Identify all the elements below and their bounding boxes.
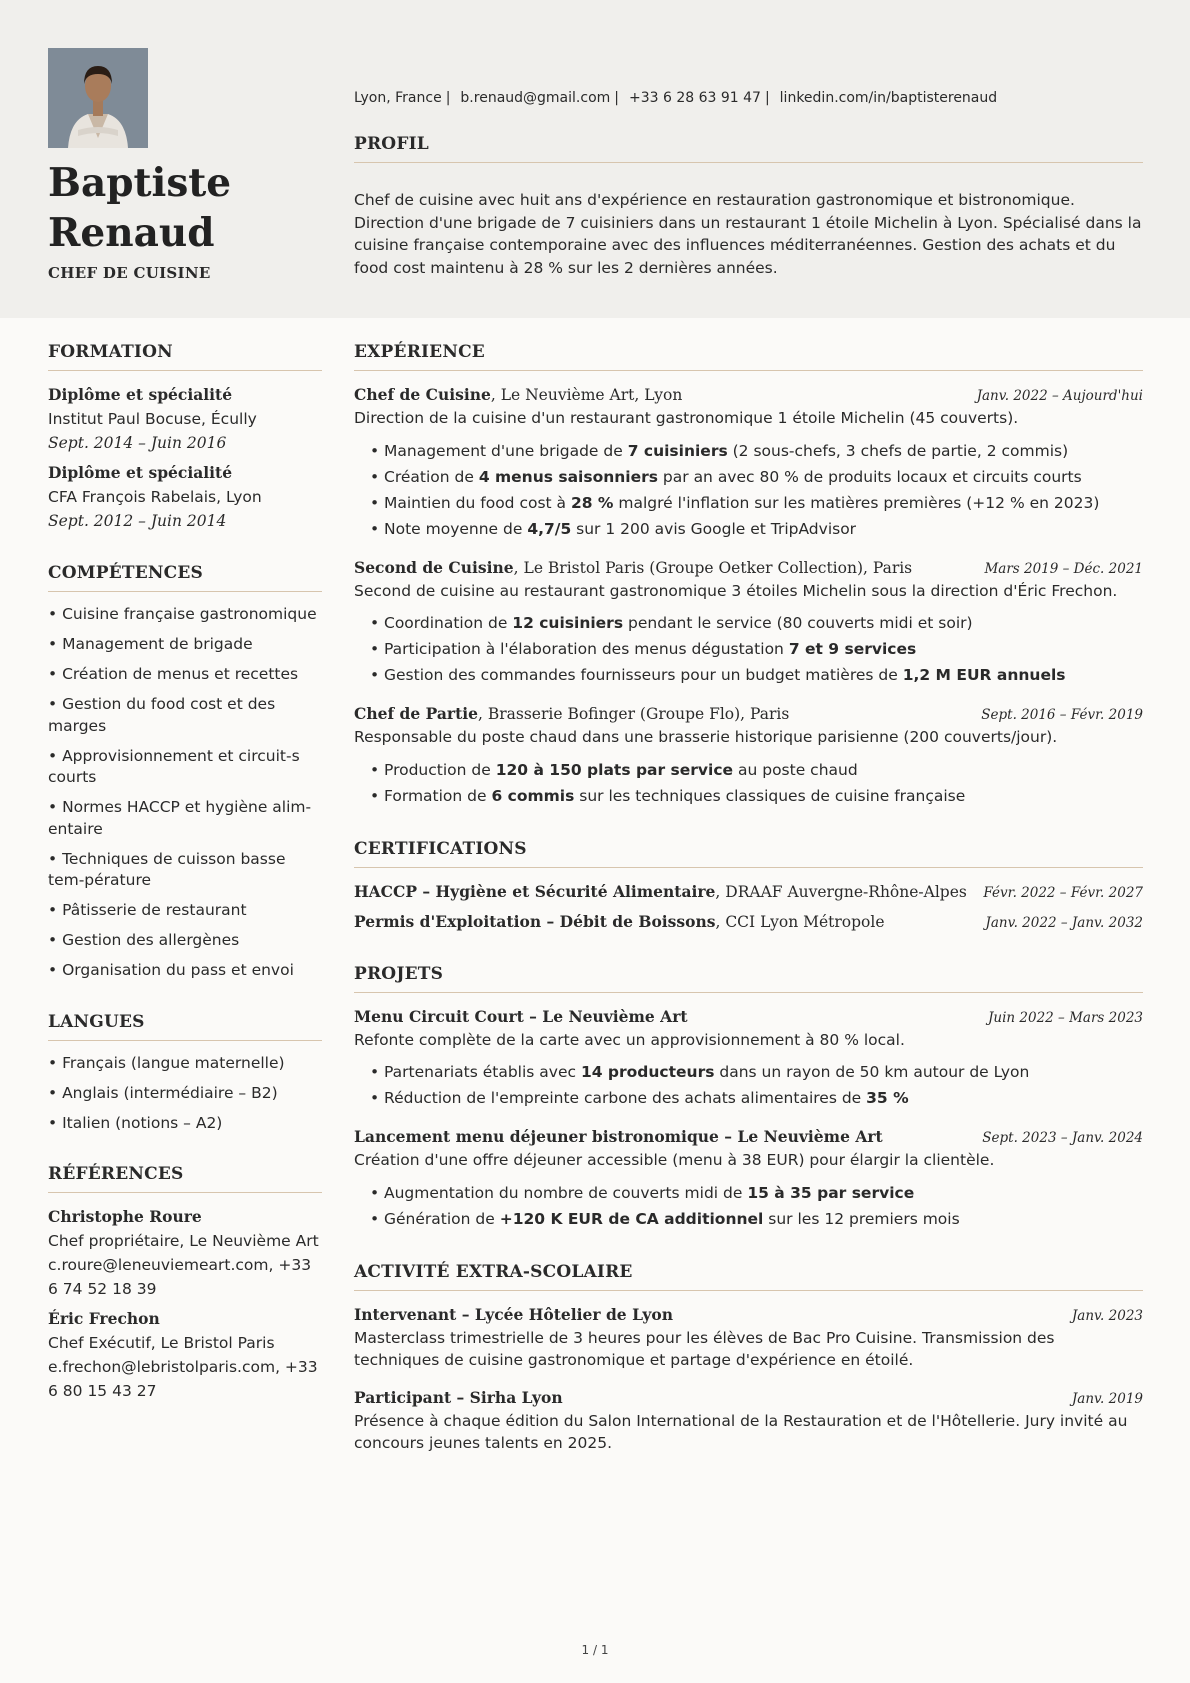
bullet-item: • Création de 4 menus saisonniers par an avec 80 % de produits locaux et circuits courts — [370, 464, 1143, 490]
section-title-langues: LANGUES — [48, 1012, 322, 1041]
language-item: • Français (langue maternelle) — [48, 1053, 285, 1072]
section-title-competences: COMPÉTENCES — [48, 563, 322, 592]
project-list — [354, 1005, 1143, 1232]
bullet-item: • Partenariats établis avec 14 producteurs dans un rayon de 50 km autour de Lyon — [370, 1059, 1143, 1085]
bullet-highlight: 14 producteurs — [580, 1063, 715, 1081]
experience-entry — [354, 556, 1143, 689]
bullet-highlight: 6 commis — [491, 786, 575, 805]
language-item: • Italien (notions – A2) — [48, 1113, 223, 1132]
bullet-highlight: +120 K EUR de CA additionnel — [499, 1209, 764, 1228]
reference-contact: c.roure@leneuviemeart.com, +33 6 74 52 18 39 — [48, 1256, 312, 1298]
entry-dates: Juin 2022 – Mars 2023 — [988, 1009, 1143, 1026]
entry-dates: Mars 2019 – Déc. 2021 — [984, 560, 1143, 577]
certification-issuer: , CCI Lyon Métropole — [715, 912, 885, 931]
candidate-name — [48, 158, 298, 258]
formation-section — [48, 342, 322, 533]
skill-item: • Organisation du pass et envoi — [48, 961, 294, 979]
email-link[interactable]: b.renaud@gmail.com — [460, 90, 611, 106]
skill-item: • Approvisionnement et circuit-s courts — [48, 746, 300, 786]
profile-photo — [48, 48, 148, 148]
entry-title — [354, 1125, 883, 1149]
employer: , Le Bristol Paris (Groupe Oetker Collection), Paris — [513, 558, 913, 577]
entry-dates: Sept. 2023 – Janv. 2024 — [982, 1130, 1143, 1146]
contact-line — [354, 90, 997, 106]
bullet-item: • Augmentation du nombre de couverts midi de 15 à 35 par service — [370, 1180, 1143, 1206]
skill-item: • Création de menus et recettes — [48, 665, 299, 683]
degree: Diplôme et spécialité — [48, 463, 233, 482]
entry-title — [354, 702, 789, 726]
activity-entry — [354, 1303, 1143, 1372]
entry-header — [354, 1005, 1143, 1029]
education-item — [48, 461, 322, 533]
education-item — [48, 383, 322, 455]
separator: | — [764, 90, 770, 106]
entry-description: Responsable du poste chaud dans une brasserie historique parisienne (200 couverts/jour). — [354, 728, 1058, 746]
certification-item — [354, 880, 1143, 904]
bullet-item: • Formation de 6 commis sur les techniques classiques de cuisine française — [370, 783, 1143, 809]
reference-contact: e.frechon@lebristolparis.com, +33 6 80 15 43 27 — [48, 1358, 318, 1400]
section-title-formation: FORMATION — [48, 342, 322, 371]
certification-name: HACCP – Hygiène et Sécurité Alimentaire — [354, 881, 716, 901]
langues-section — [48, 1012, 322, 1135]
bullet-item: • Management d'une brigade de 7 cuisiniers (2 sous-chefs, 3 chefs de partie, 2 commis) — [370, 438, 1143, 464]
employer: , Brasserie Bofinger (Groupe Flo), Paris — [478, 705, 790, 723]
activity-name: Intervenant – Lycée Hôtelier de Lyon — [354, 1304, 674, 1324]
entry-header — [354, 1303, 1143, 1327]
location: Lyon, France — [354, 90, 442, 106]
certification-list — [354, 880, 1143, 934]
right-column — [354, 342, 1143, 1485]
bullet-item: • Maintien du food cost à 28 % malgré l'inflation sur les matières premières (+12 % en 2023) — [370, 490, 1143, 516]
extra-list — [354, 1303, 1143, 1455]
bullet-highlight: 28 % — [570, 493, 614, 512]
extra-section — [354, 1262, 1143, 1455]
bullet-highlight: 7 et 9 services — [788, 640, 917, 658]
bullet-highlight: 1,2 M EUR annuels — [902, 666, 1066, 684]
entry-description: Direction de la cuisine d'un restaurant gastronomique 1 étoile Michelin (45 couverts). — [354, 409, 1019, 427]
reference-role: Chef Exécutif, Le Bristol Paris — [48, 1334, 275, 1352]
entry-title — [354, 1386, 563, 1410]
separator: | — [445, 90, 451, 106]
bullet-highlight: 35 % — [866, 1089, 909, 1107]
skill-item: • Gestion des allergènes — [48, 931, 240, 949]
certification-dates: Janv. 2022 – Janv. 2032 — [985, 914, 1143, 931]
bullet-highlight: 4,7/5 — [527, 519, 572, 538]
entry-description: Création d'une offre déjeuner accessible (menu à 38 EUR) pour élargir la clientèle. — [354, 1151, 995, 1169]
bullet-list — [354, 757, 1143, 809]
entry-dates: Sept. 2016 – Févr. 2019 — [981, 707, 1143, 723]
section-title-experience: EXPÉRIENCE — [354, 342, 1143, 371]
entry-header — [354, 702, 1143, 726]
entry-title — [354, 1005, 688, 1029]
certification-issuer: , DRAAF Auvergne-Rhône-Alpes — [715, 882, 967, 901]
references-section — [48, 1164, 322, 1403]
entry-dates: Janv. 2019 — [1071, 1390, 1143, 1407]
bullet-item: • Production de 120 à 150 plats par service au poste chaud — [370, 757, 1143, 783]
bullet-highlight: 120 à 150 plats par service — [495, 760, 734, 779]
entry-description: Masterclass trimestrielle de 3 heures pour les élèves de Bac Pro Cuisine. Transmission des techniques de cuisine gastronomique et partage d'expérience en étoilé. — [354, 1328, 1055, 1369]
skill-item: • Normes HACCP et hygiène alim-entaire — [48, 798, 312, 838]
certification-title — [354, 880, 967, 904]
section-title-references: RÉFÉRENCES — [48, 1164, 322, 1193]
section-title-extra: ACTIVITÉ EXTRA-SCOLAIRE — [354, 1262, 1143, 1291]
section-title-certifications: CERTIFICATIONS — [354, 839, 1143, 868]
page-number: 1 / 1 — [581, 1643, 609, 1657]
bullet-list — [354, 438, 1143, 542]
activity-entry — [354, 1386, 1143, 1455]
certification-title — [354, 910, 885, 934]
skill-item: • Cuisine française gastronomique — [48, 605, 317, 623]
certification-item — [354, 910, 1143, 934]
experience-section — [354, 342, 1143, 809]
school: CFA François Rabelais, Lyon — [48, 488, 262, 506]
first-name: Baptiste — [48, 160, 232, 206]
certification-dates: Févr. 2022 – Févr. 2027 — [983, 884, 1143, 901]
bullet-item: • Coordination de 12 cuisiniers pendant le service (80 couverts midi et soir) — [370, 610, 1143, 636]
dates: Sept. 2012 – Juin 2014 — [48, 512, 227, 530]
bullet-item: • Participation à l'élaboration des menus dégustation 7 et 9 services — [370, 636, 1143, 662]
linkedin-link[interactable]: linkedin.com/in/baptisterenaud — [779, 90, 998, 106]
entry-title — [354, 556, 912, 580]
separator: | — [614, 90, 619, 106]
last-name: Renaud — [48, 210, 215, 256]
entry-description: Refonte complète de la carte avec un approvisionnement à 80 % local. — [354, 1030, 905, 1049]
job-title: CHEF DE CUISINE — [48, 264, 211, 282]
reference-item — [48, 1307, 322, 1403]
entry-description: Second de cuisine au restaurant gastronomique 3 étoiles Michelin sous la direction d'Éric Frechon. — [354, 581, 1118, 600]
project-name: Menu Circuit Court – Le Neuvième Art — [354, 1006, 688, 1026]
entry-header — [354, 1125, 1143, 1149]
left-column — [48, 342, 322, 1433]
entry-dates: Janv. 2023 — [1071, 1307, 1143, 1324]
entry-description: Présence à chaque édition du Salon International de la Restauration et de l'Hôtellerie. Jury invité au concours jeunes talents en 2025. — [354, 1411, 1128, 1452]
experience-entry — [354, 383, 1143, 542]
bullet-list — [354, 610, 1143, 688]
activity-name: Participant – Sirha Lyon — [354, 1387, 563, 1407]
bullet-item: • Réduction de l'empreinte carbone des achats alimentaires de 35 % — [370, 1085, 1143, 1111]
bullet-item: • Génération de +120 K EUR de CA additionnel sur les 12 premiers mois — [370, 1206, 1143, 1232]
employer: , Le Neuvième Art, Lyon — [490, 386, 683, 404]
project-entry — [354, 1125, 1143, 1232]
school: Institut Paul Bocuse, Écully — [48, 410, 257, 428]
job-role: Second de Cuisine — [354, 557, 514, 577]
entry-header — [354, 556, 1143, 580]
bullet-list — [354, 1180, 1143, 1232]
job-role: Chef de Partie — [354, 704, 478, 723]
phone: +33 6 28 63 91 47 — [628, 90, 761, 106]
skill-item: • Management de brigade — [48, 635, 253, 653]
certifications-section — [354, 839, 1143, 934]
competences-section — [48, 563, 322, 982]
language-item: • Anglais (intermédiaire – B2) — [48, 1083, 278, 1102]
bullet-item: • Note moyenne de 4,7/5 sur 1 200 avis Google et TripAdvisor — [370, 516, 1143, 542]
section-title-profil: PROFIL — [354, 134, 1143, 163]
experience-entry — [354, 702, 1143, 809]
skill-item: • Gestion du food cost et des marges — [48, 695, 276, 735]
certification-name: Permis d'Exploitation – Débit de Boissons — [354, 911, 716, 931]
bullet-highlight: 15 à 35 par service — [747, 1183, 915, 1202]
bullet-highlight: 12 cuisiniers — [512, 614, 624, 632]
entry-header — [354, 383, 1143, 407]
projets-section — [354, 964, 1143, 1232]
entry-dates: Janv. 2022 – Aujourd'hui — [976, 388, 1143, 404]
reference-role: Chef propriétaire, Le Neuvième Art — [48, 1232, 319, 1250]
experience-list — [354, 383, 1143, 809]
bullet-highlight: 7 cuisiniers — [627, 441, 728, 460]
entry-title — [354, 1303, 673, 1327]
profil-section — [354, 134, 1143, 279]
dates: Sept. 2014 – Juin 2016 — [48, 434, 227, 452]
bullet-item: • Gestion des commandes fournisseurs pour un budget matières de 1,2 M EUR annuels — [370, 662, 1143, 688]
bullet-list — [354, 1059, 1143, 1111]
project-name: Lancement menu déjeuner bistronomique – Le Neuvième Art — [354, 1127, 883, 1146]
reference-name: Éric Frechon — [48, 1309, 160, 1328]
reference-name: Christophe Roure — [48, 1207, 202, 1226]
project-entry — [354, 1005, 1143, 1112]
section-title-projets: PROJETS — [354, 964, 1143, 993]
bullet-highlight: 4 menus saisonniers — [478, 467, 658, 486]
profil-text: Chef de cuisine avec huit ans d'expérience en restauration gastronomique et bistronomique. Direction d'une brigade de 7 cuisiniers dans un restaurant 1 étoile Michelin à Lyon. Spécialisé dans la cuisine française contemporaine avec des influences méditerranéennes. Gestion des achats et du food cost maintenu à 28 % sur les 2 dernières années. — [354, 191, 1142, 277]
skill-item: • Techniques de cuisson basse tem-pérature — [48, 849, 286, 889]
skill-item: • Pâtisserie de restaurant — [48, 901, 247, 919]
entry-title — [354, 383, 682, 407]
job-role: Chef de Cuisine — [354, 385, 491, 404]
reference-item — [48, 1205, 322, 1301]
entry-header — [354, 1386, 1143, 1410]
degree: Diplôme et spécialité — [48, 385, 233, 404]
